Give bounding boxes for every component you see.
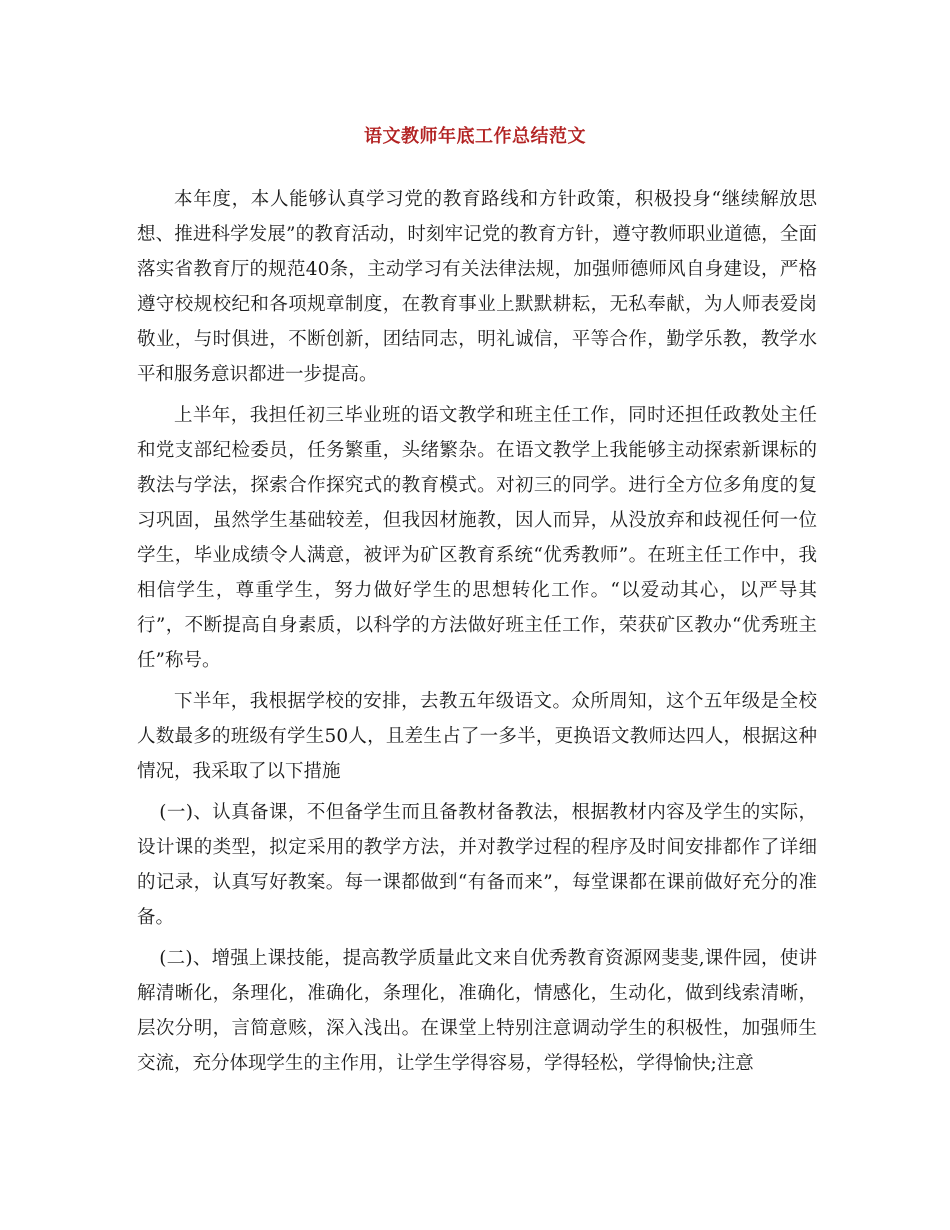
paragraph-second-half: 下半年，我根据学校的安排，去教五年级语文。众所周知，这个五年级是全校人数最多的班级有学生50人，且差生占了一多半，更换语文教师达四人，根据这种情况，我采取了以下措施 (137, 691, 817, 782)
paragraph-intro: 本年度，本人能够认真学习党的教育路线和方针政策，积极投身“继续解放思想、推进科学发展”的教育活动，时刻牢记党的教育方针，遵守教师职业道德，全面落实省教育厅的规范40条，主动学习有关法律法规，加强师德师风自身建设，严格遵守校规校纪和各项规章制度，在教育事业上默默耕耘，无私奉献，为人师表爱岗敬业，与时俱进，不断创新，团结同志，明礼诚信，平等合作，勤学乐教，教学水平和服务意识都进一步提高。 (137, 189, 817, 385)
paragraph-measure-2: (二)、增强上课技能，提高教学质量此文来自优秀教育资源网斐斐,课件园，使讲解清晰化，条理化，准确化，条理化，准确化，情感化，生动化，做到线索清晰，层次分明，言简意赅，深入浅出。在课堂上特别注意调动学生的积极性，加强师生交流，充分体现学生的主作用，让学生学得容易，学得轻松，学得愉快;注意 (137, 948, 817, 1074)
document-title: 语文教师年底工作总结范文 (364, 126, 586, 147)
paragraph-first-half: 上半年，我担任初三毕业班的语文教学和班主任工作，同时还担任政教处主任和党支部纪检委员，任务繁重，头绪繁杂。在语文教学上我能够主动探索新课标的教法与学法，探索合作探究式的教育模式。对初三的同学。进行全方位多角度的复习巩固，虽然学生基础较差，但我因材施教，因人而异，从没放弃和歧视任何一位学生，毕业成绩令人满意，被评为矿区教育系统“优秀教师”。在班主任工作中，我相信学生，尊重学生，努力做好学生的思想转化工作。“以爱动其心，以严导其行”，不断提高自身素质，以科学的方法做好班主任工作，荣获矿区教办“优秀班主任”称号。 (137, 405, 817, 671)
document-body (137, 182, 817, 1087)
paragraph-measure-1: (一)、认真备课，不但备学生而且备教材备教法，根据教材内容及学生的实际，设计课的类型，拟定采用的教学方法，并对教学过程的程序及时间安排都作了详细的记录，认真写好教案。每一课都做到“有备而来”，每堂课都在课前做好充分的准备。 (137, 802, 817, 928)
